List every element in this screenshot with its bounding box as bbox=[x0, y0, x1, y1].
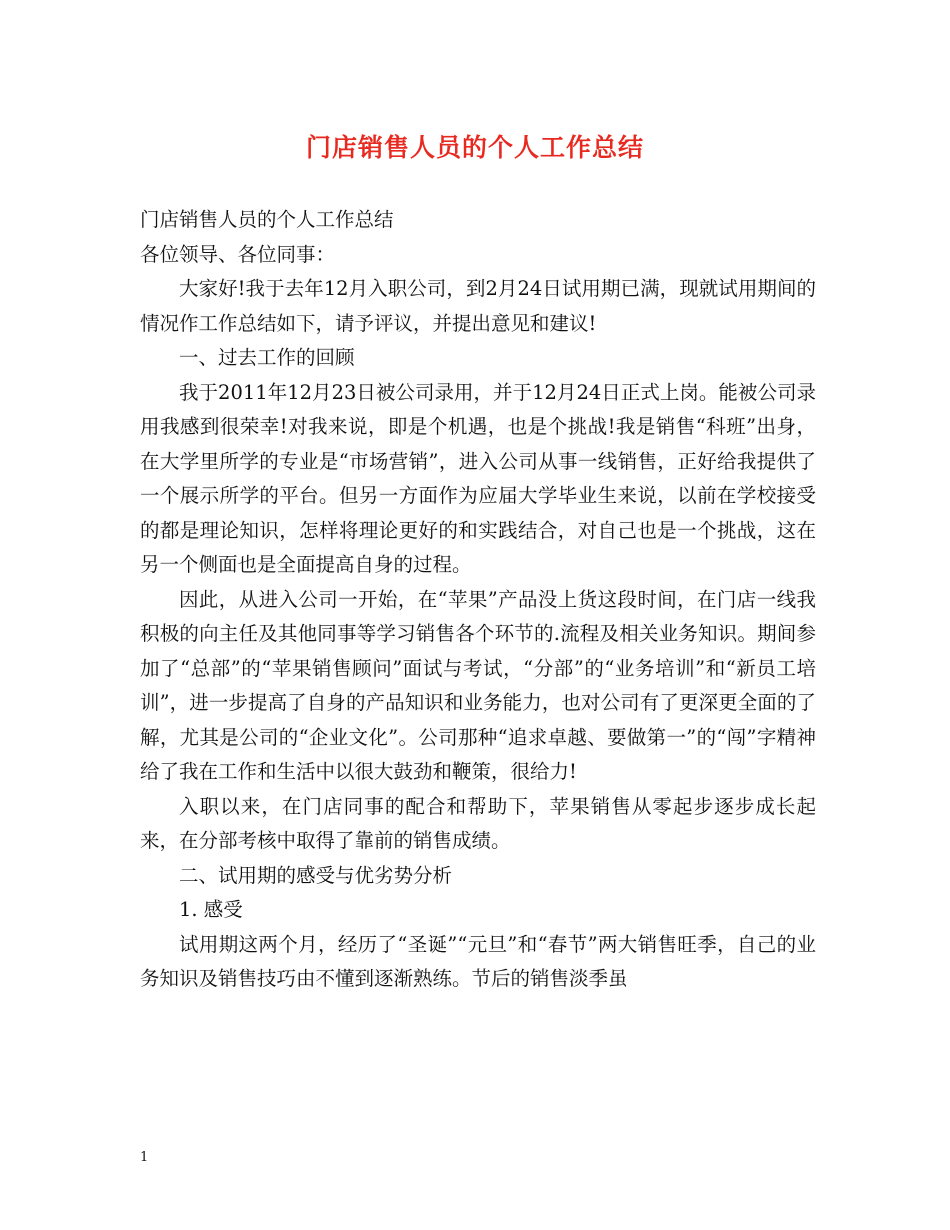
paragraph-salutation: 各位领导、各位同事： bbox=[140, 242, 336, 266]
paragraph-review-2: 因此，从进入公司一开始，在“苹果”产品没上货这段时间，在门店一线我积极的向主任及其他同事等学习销售各个环节的.流程及相关业务知识。期间参加了“总部”的“苹果销售顾问”面试与考试，“分部”的“业务培训”和“新员工培训”，进一步提高了自身的产品知识和业务能力，也对公司有了更深更全面的了解，尤其是公司的“企业文化”。公司那种“追求卓越、要做第一”的“闯”字精神给了我在工作和生活中以很大鼓劲和鞭策，很给力! bbox=[140, 587, 816, 783]
paragraph-intro: 大家好!我于去年12月入职公司，到2月24日试用期已满，现就试用期间的情况作工作总结如下，请予评议，并提出意见和建议! bbox=[140, 277, 816, 335]
section-heading-review: 一、过去工作的回顾 bbox=[179, 346, 355, 369]
section-heading-analysis: 二、试用期的感受与优劣势分析 bbox=[179, 863, 453, 887]
document-body bbox=[140, 203, 816, 997]
document-title: 门店销售人员的个人工作总结 bbox=[305, 133, 644, 162]
paragraph-review-3: 入职以来，在门店同事的配合和帮助下，苹果销售从零起步逐步成长起来，在分部考核中取得了靠前的销售成绩。 bbox=[140, 794, 816, 852]
paragraph-review-1: 我于2011年12月23日被公司录用，并于12月24日正式上岗。能被公司录用我感到很荣幸!对我来说，即是个机遇，也是个挑战!我是销售“科班”出身，在大学里所学的专业是“市场营销”，进入公司从事一线销售，正好给我提供了一个展示所学的平台。但另一方面作为应届大学毕业生来说，以前在学校接受的都是理论知识，怎样将理论更好的和实践结合，对自己也是一个挑战，这在另一个侧面也是全面提高自身的过程。 bbox=[140, 380, 816, 576]
paragraph-feelings: 试用期这两个月，经历了“圣诞”“元旦”和“春节”两大销售旺季，自己的业务知识及销售技巧由不懂到逐渐熟练。节后的销售淡季虽 bbox=[140, 932, 816, 990]
page-number: 1 bbox=[140, 1150, 149, 1165]
paragraph-heading: 门店销售人员的个人工作总结 bbox=[140, 208, 394, 231]
subsection-heading-feelings: 1. 感受 bbox=[179, 898, 243, 921]
